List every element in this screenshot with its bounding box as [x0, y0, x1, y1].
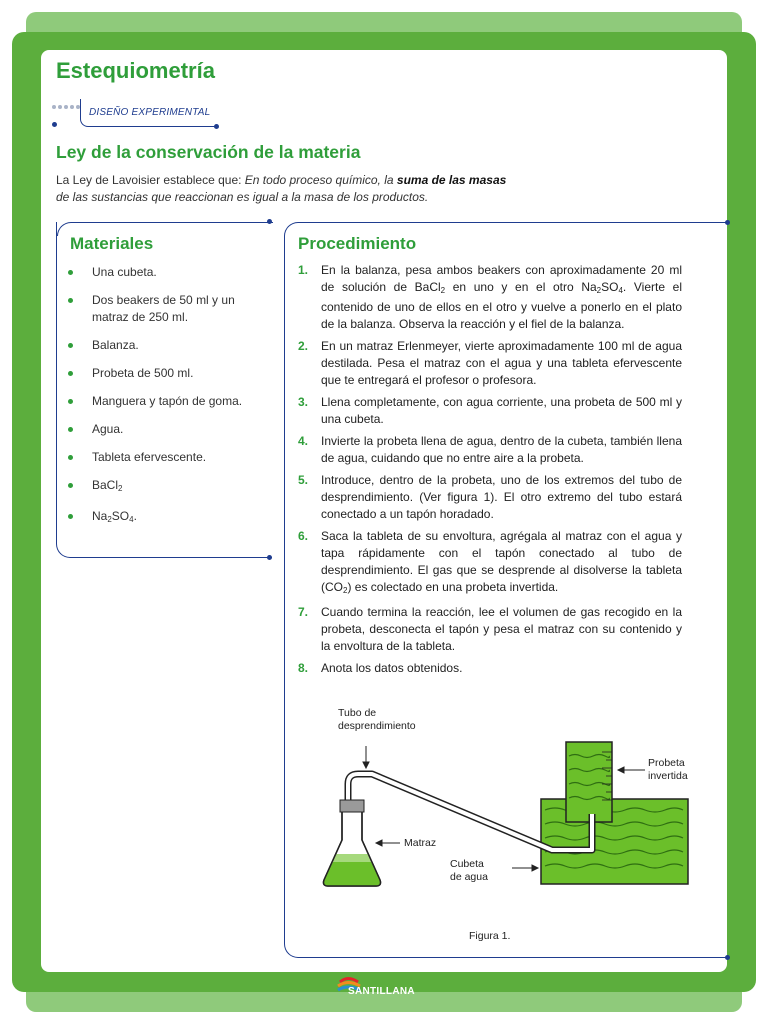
procedure-step: 5. Introduce, dentro de la probeta, uno de los extremos del tubo de desprendimiento. (Ver figura 1). El otro extremo del tubo estará conectado a un tapón horadado.: [298, 473, 682, 521]
label-basin: Cubeta de agua: [450, 858, 488, 883]
procedure-heading: Procedimiento: [298, 234, 417, 253]
material-item: $Na_2SO_4$.: [66, 508, 266, 528]
intro-heading: Ley de la conservación de la materia: [56, 142, 361, 162]
procedure-step: 8. Anota los datos obtenidos.: [298, 661, 463, 675]
figure-apparatus: [300, 700, 700, 910]
section-tag-label: DISEÑO EXPERIMENTAL: [89, 107, 211, 118]
procedure-step: 1. En la balanza, pesa ambos beakers con aproximadamente 20 ml de solución de BaCl$_2$ en uno y en el otro $Na_2SO_4$. Vierte el contenido de uno de ellos en el otro y vuelve a ponerlo en el plato de la balanza. Observa la reacción y el fiel de la balanza.: [298, 263, 682, 331]
section-tag: [80, 99, 216, 127]
page-title: Estequiometría: [56, 58, 215, 83]
figure-caption: Figura 1.: [469, 930, 511, 942]
brand-name: SANTILLANA: [348, 986, 415, 997]
material-item: Una cubeta.: [66, 264, 266, 281]
material-item: Manguera y tapón de goma.: [66, 393, 266, 410]
procedure-step: 6. Saca la tableta de su envoltura, agrégala al matraz con el agua y tapa rápidamente con el tapón conectado al tubo de desprendimiento. El gas que se desprende al disolverse la tableta $(CO_2)$ es colectado en una probeta invertida.: [298, 529, 682, 595]
material-item: Dos beakers de 50 ml y un matraz de 250 ml.: [66, 292, 266, 326]
material-item: Agua.: [66, 421, 266, 438]
material-item: Probeta de 500 ml.: [66, 365, 266, 382]
procedure-list: [298, 262, 682, 682]
material-item: BaCl$_2$: [66, 477, 266, 497]
procedure-step: 3. Llena completamente, con agua corriente, una probeta de 500 ml y una cubeta.: [298, 395, 682, 426]
materials-heading: Materiales: [70, 234, 154, 253]
inverted-cylinder: [566, 742, 612, 822]
publisher-logo: [334, 976, 434, 1000]
procedure-step: 7. Cuando termina la reacción, lee el volumen de gas recogido en la probeta, desconecta el tapón y pesa el matraz con su contenido y la envoltura de la tableta.: [298, 605, 682, 653]
procedure-step: 2. En un matraz Erlenmeyer, vierte aproximadamente 100 ml de agua destilada. Pesa el matraz con el agua y una tableta efervescente que te entregará el profesor o profesora.: [298, 339, 682, 387]
label-tube: Tubo de desprendimiento: [338, 707, 416, 732]
rubber-stopper: [340, 800, 364, 812]
label-flask: Matraz: [404, 837, 437, 849]
materials-list: [66, 264, 266, 539]
intro-paragraph: La Ley de Lavoisier establece que: En todo proceso químico, la suma de las masas de las sustancias que reaccionan es igual a la masa de los productos.: [56, 173, 507, 204]
label-cylinder: Probeta invertida: [648, 757, 688, 782]
material-item: Balanza.: [66, 337, 266, 354]
material-item: Tableta efervescente.: [66, 449, 266, 466]
procedure-step: 4. Invierte la probeta llena de agua, dentro de la cubeta, también llena de agua, cuidando que no entre aire a la probeta.: [298, 434, 682, 465]
